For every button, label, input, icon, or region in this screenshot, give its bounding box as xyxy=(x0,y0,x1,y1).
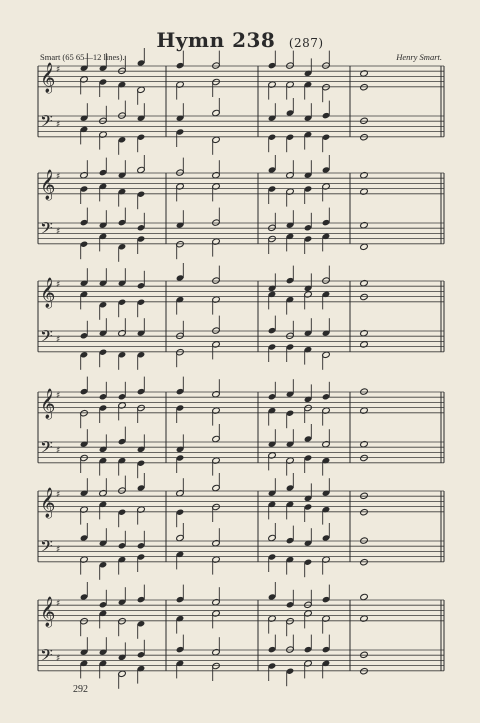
sharp-icon: ♯ xyxy=(56,335,61,345)
hymn-title-text: Hymn 238 xyxy=(156,28,276,52)
sharp-icon: ♯ xyxy=(56,654,61,664)
sharp-icon: ♯ xyxy=(56,391,61,401)
bass-clef-icon: 𝄢 xyxy=(40,645,53,669)
composer-credit: Henry Smart. xyxy=(396,52,442,62)
note-head xyxy=(360,243,369,250)
bass-clef-icon: 𝄢 xyxy=(40,536,53,560)
bass-clef-icon: 𝄢 xyxy=(40,437,53,461)
tune-info: Smart (65 65—12 lines). xyxy=(40,52,125,62)
treble-clef-icon: 𝄞 xyxy=(40,597,56,627)
treble-clef-icon: 𝄞 xyxy=(40,63,56,93)
treble-clef-icon: 𝄞 xyxy=(40,170,56,200)
sharp-icon: ♯ xyxy=(56,172,61,182)
sharp-icon: ♯ xyxy=(56,65,61,75)
bass-clef-icon: 𝄢 xyxy=(40,218,53,242)
sharp-icon: ♯ xyxy=(56,599,61,609)
note-head xyxy=(360,668,369,675)
sharp-icon: ♯ xyxy=(56,120,61,130)
note-head xyxy=(360,492,369,499)
treble-clef-icon: 𝄞 xyxy=(40,278,56,308)
sharp-icon: ♯ xyxy=(56,227,61,237)
treble-clef-icon: 𝄞 xyxy=(40,488,56,518)
page-number: 292 xyxy=(73,684,88,695)
treble-clef-icon: 𝄞 xyxy=(40,389,56,419)
sharp-icon: ♯ xyxy=(56,545,61,555)
sharp-icon: ♯ xyxy=(56,490,61,500)
note-head xyxy=(360,593,369,600)
note-head xyxy=(360,559,369,566)
bass-clef-icon: 𝄢 xyxy=(40,326,53,350)
sharp-icon: ♯ xyxy=(56,446,61,456)
hymn-number-sub: (287) xyxy=(288,36,324,50)
bass-clef-icon: 𝄢 xyxy=(40,111,53,135)
sharp-icon: ♯ xyxy=(56,280,61,290)
